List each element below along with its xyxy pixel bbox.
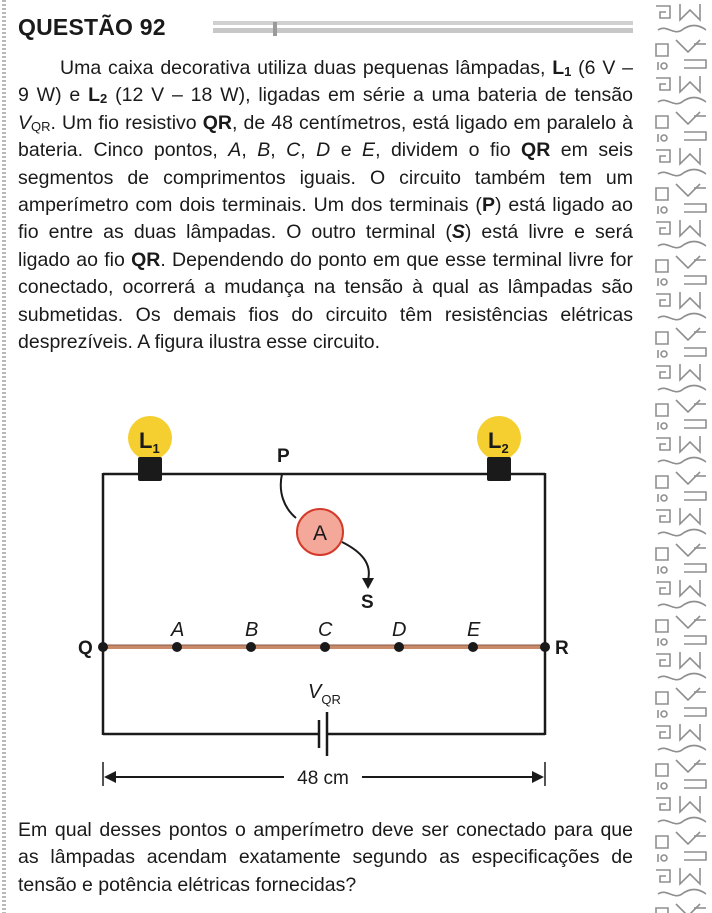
- terminal-s-figure-label: S: [361, 592, 374, 613]
- svg-text:D: D: [392, 619, 407, 641]
- voltage-label: V: [18, 111, 32, 134]
- statement-text: ) está livre e será ligado ao fio: [18, 221, 633, 271]
- statement-text: . Um fio resistivo: [50, 111, 203, 134]
- point-e-label: E: [362, 139, 376, 162]
- dimension-arrow-right-icon: [532, 771, 544, 783]
- lamp2-label: $L_2$: [88, 84, 108, 107]
- statement-text: Uma caixa decorativa utiliza duas pequenas lâmpadas,: [60, 57, 553, 79]
- wire-qr-label: QR: [131, 248, 161, 271]
- svg-text:A: A: [171, 619, 185, 641]
- dimension-arrow-left-icon: [104, 771, 116, 783]
- terminal-s-label: S: [451, 221, 465, 244]
- svg-text:B: B: [245, 619, 259, 641]
- lamp1-label: $L_1$: [552, 57, 572, 79]
- ammeter-lead-p: [281, 474, 296, 518]
- terminal-p-figure-label: P: [277, 446, 290, 467]
- statement-text: ) está ligado ao fio entre as duas lâmpadas. O outro terminal (: [18, 194, 633, 244]
- node-r: [540, 642, 550, 652]
- voltage-subscript: QR: [31, 118, 51, 134]
- statement-text: . Dependendo do ponto em que esse terminal livre for conectado, ocorrerá a mudança na tensão à qual as lâmpadas são submetidas. Os demais fios do circuito têm resistências elétricas desprezíveis. A figura ilustra esse circuito.: [18, 248, 633, 354]
- ammeter-label: A: [312, 522, 328, 545]
- statement-text: , de 48 centímetros, está ligado em paralelo à bateria. Cinco pontos,: [18, 111, 633, 162]
- node-q: [98, 642, 108, 652]
- point-b-label: B: [257, 139, 271, 162]
- terminal-p-label: P: [481, 194, 495, 217]
- question-prompt: Em qual desses pontos o amperímetro deve ser conectado para que as lâmpadas acendam exatamente segundo as especificações de tensão e potência elétricas fornecidas?: [18, 819, 633, 896]
- wire-qr-label: QR: [521, 139, 551, 162]
- node-q-label: Q: [78, 638, 93, 659]
- length-label: 48 cm: [297, 768, 349, 789]
- statement-text: (12 V – 18 W), ligadas em série a uma bateria de tensão: [107, 84, 633, 107]
- wire-qr-label: QR: [202, 111, 232, 134]
- point-c-label: C: [286, 139, 301, 162]
- battery-voltage-label: $V_{QR}$: [308, 681, 341, 707]
- point-a-label: A: [228, 139, 242, 162]
- question-title: QUESTÃO 92: [18, 14, 166, 40]
- node-r-label: R: [555, 638, 569, 659]
- battery-icon: [319, 712, 327, 756]
- statement-text: (6 V – 9 W) e: [18, 57, 633, 107]
- question-statement: Uma caixa decorativa utiliza duas pequenas lâmpadas, $L_1$ (6 V – 9 W) e $L_2$ (12 V – 18 W), ligadas em série a uma bateria de tensão $V_{QR}$. Um fio resistivo QR, de 48 centímetros, está ligado em paralelo à bateria. Cinco pontos, A, B, C, D e E, dividem o fio QR em seis segmentos de comprimentos iguais. O circuito também tem um amperímetro com dois terminais. Um dos terminais (P) está ligado ao fio entre as duas lâmpadas. O outro terminal (S) está livre e será ligado ao fio QR. Dependendo do ponto em que esse terminal livre for conectado, ocorrerá a mudança na tensão à qual as lâmpadas são submetidas. Os demais fios do circuito têm resistências elétricas desprezíveis. A figura ilustra esse circuito.: [18, 57, 634, 354]
- statement-text: , dividem o fio: [375, 139, 522, 162]
- lamp2-figure-label: $L_2$: [488, 428, 509, 456]
- svg-text:E: E: [467, 619, 481, 641]
- arrow-head-icon: [362, 578, 374, 589]
- statement-text: em seis segmentos de comprimentos iguais. O circuito também tem um amperímetro com dois terminais. Um dos terminais (: [18, 139, 634, 217]
- decorative-pattern-strip: [650, 0, 712, 913]
- lamp1-figure-label: $L_1$: [139, 428, 160, 456]
- svg-text:C: C: [318, 619, 333, 641]
- ammeter-lead-s: [342, 542, 369, 580]
- point-d-label: D: [316, 139, 331, 162]
